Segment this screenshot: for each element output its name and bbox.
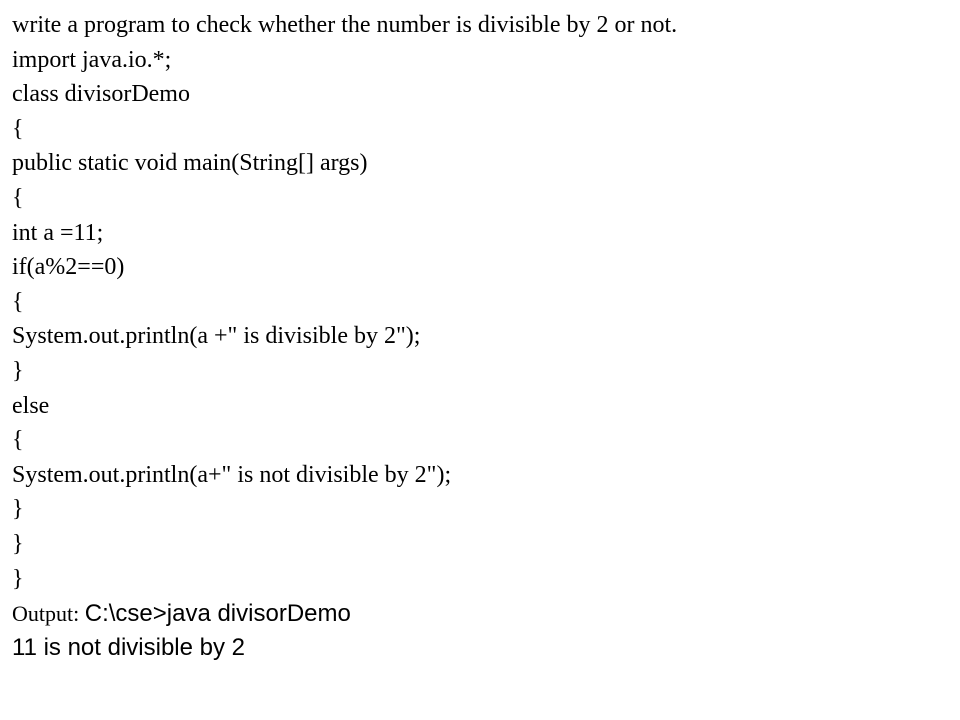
code-line-int-decl: int a =11; xyxy=(12,219,104,246)
output-line xyxy=(12,596,952,632)
slide-content xyxy=(12,8,952,664)
code-line-main-close-brace: } xyxy=(12,530,24,557)
code-line-main-open-brace: { xyxy=(12,184,24,211)
output-command: C:\cse>java divisorDemo xyxy=(84,600,351,628)
code-line-class-open-brace: { xyxy=(12,115,24,142)
code-line-else-close-brace: } xyxy=(12,496,24,523)
code-line-println-not-divisible: System.out.println(a+" is not divisible by 2"); xyxy=(12,461,452,488)
code-line-import: import java.io.*; xyxy=(12,46,172,73)
code-line-class-decl: class divisorDemo xyxy=(12,81,190,108)
code-line-class-close-brace: } xyxy=(12,565,24,592)
code-line-main-decl: public static void main(String[] args) xyxy=(12,150,368,177)
code-line-if-close-brace: } xyxy=(12,357,24,384)
output-result: 11 is not divisible by 2 xyxy=(12,634,246,662)
output-label: Output: xyxy=(12,601,85,627)
problem-statement: write a program to check whether the number is divisible by 2 or not. xyxy=(12,12,678,38)
code-line-else: else xyxy=(12,392,50,419)
code-line-else-open-brace: { xyxy=(12,427,24,454)
code-line-if: if(a%2==0) xyxy=(12,254,125,281)
code-line-println-divisible: System.out.println(a +" is divisible by 2"); xyxy=(12,323,421,350)
code-block xyxy=(12,43,952,597)
code-line-if-open-brace: { xyxy=(12,288,24,315)
